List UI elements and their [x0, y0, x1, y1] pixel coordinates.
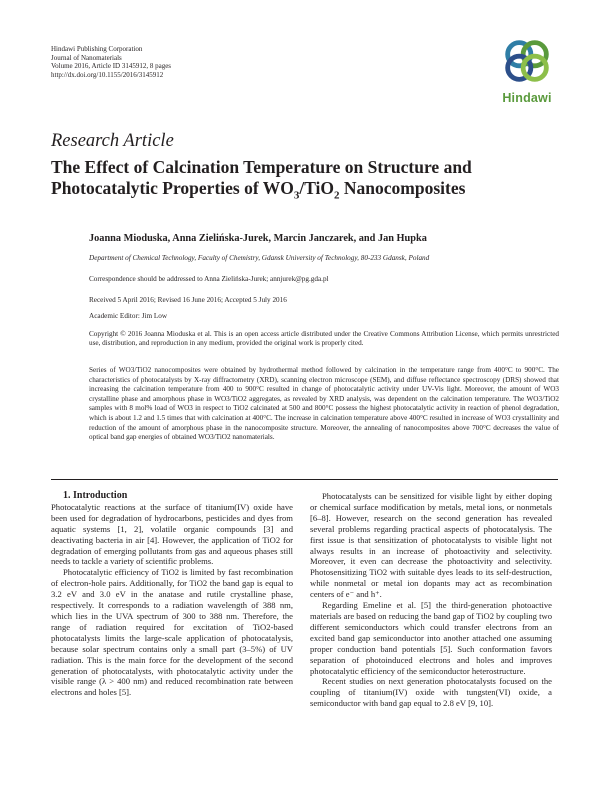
- paragraph: Photocatalysts can be sensitized for visible light by either doping or chemical surface modification by metals, metal ions, or nonmetals [6–8]. However, research on the second generation has revealed several problems regarding practical aspects of photocatalysis. The first issue is that sensitization of photocatalysts to visible light not always results in an increase of photoactivity and selectivity. Moreover, it even can decrease the photoactivity and selectivity. Photosensitizing TiO2 with suitable dyes leads to its self-destruction, while nonmetal or metal ion dopants may act as recombination centers of e⁻ and h⁺.: [310, 491, 552, 600]
- article-type: Research Article: [51, 131, 174, 151]
- title-subscript-3: 3: [293, 189, 300, 202]
- publisher-name: Hindawi Publishing Corporation: [51, 45, 143, 53]
- hindawi-wordmark: Hindawi: [502, 91, 552, 105]
- article-title: [51, 157, 571, 207]
- title-end: Nanocomposites: [339, 178, 466, 198]
- hindawi-logo-icon: [498, 32, 556, 90]
- title-line-1: The Effect of Calcination Temperature on Structure and: [51, 157, 472, 177]
- academic-editor: Academic Editor: Jim Low: [89, 312, 168, 320]
- right-column: [310, 491, 552, 709]
- journal-name: Journal of Nanomaterials: [51, 53, 122, 62]
- section-heading: 1. Introduction: [63, 490, 128, 501]
- section-divider: [51, 479, 558, 480]
- hindawi-logo: [488, 32, 566, 107]
- affiliation: Department of Chemical Technology, Faculty of Chemistry, Gdansk University of Technology, 80-233 Gdansk, Poland: [89, 254, 430, 262]
- abstract: Series of WO3/TiO2 nanocomposites were obtained by hydrothermal method followed by calcination in the temperature range from 400°C to 900°C. The characteristics of photocatalysts by X-ray diffractometry (XRD), scanning electron microscope (SEM), and diffuse reflectance spectroscopy (DRS) showed that increasing the calcination temperature from 400 to 900°C resulted in change of photocatalytic activity under UV-Vis light. Moreover, the amount of WO3 crystalline phase and amorphous phase in WO3/TiO2 aggregates, as revealed by XRD analysis, was dependent on the calcination temperature. The WO3/TiO2 samples with 8 mol% load of WO3 in respect to TiO2 calcinated at 500 and 800°C possess the highest photocatalytic activity in reaction of phenol degradation, which is about 1.2 and 1.5 times that with calcination at 400°C. The increase in calcination temperature above 400°C resulted in increase of WO3 crystallinity and reduction of the amount of amorphous phase in the nanocomposite structure. Moreover, the annealing of nanocomposites above 700°C decreases the value of optical band gap energies of obtained WO3/TiO2 nanomaterials.: [89, 366, 559, 442]
- title-subscript-2: 2: [334, 189, 340, 202]
- paragraph: Regarding Emeline et al. [5] the third-generation photoactive materials are based on reducing the band gap of TiO2 by coupling two different semiconductors which could transfer electrons from an excited band gap semiconductor into another attached one assuming proper conduction band potentials [5]. Such conformation favors separation of photoinduced electrons and holes and improves photocatalytic efficiency of the semiconductor heterostructure.: [310, 600, 553, 676]
- copyright-notice: Copyright © 2016 Joanna Mioduska et al. This is an open access article distributed under the Creative Commons Attribution License, which permits unrestricted use, distribution, and reproduction in any medium, provided the original work is properly cited.: [89, 330, 559, 348]
- paragraph: Photocatalytic efficiency of TiO2 is limited by fast recombination of electron-hole pairs. Additionally, for TiO2 the band gap is equal to 3.2 eV and 3.0 eV in the anatase and rutile crystalline phase, respectively. It corresponds to a radiation wavelength of 388 nm, which lies in the UVA spectrum of 300 to 388 nm. Therefore, the range of radiation required for excitation of TiO2-based photocatalysts limits the large-scale application of photocatalysis, because solar spectrum contains only a small part (3–5%) of UV radiation. This is the main force for the development of the second generation of photocatalysts, with photocatalytic activity under the visible range (λ > 400 nm) and reduced recombination rate between electrons and holes [5].: [51, 567, 293, 698]
- paragraph: Recent studies on next generation photocatalysts focused on the coupling of titanium(IV) oxide with tungsten(VI) oxide, a semiconductor with band gap equal to 2.8 eV [9, 10].: [310, 676, 552, 709]
- title-line-2: Photocatalytic Properties of WO: [51, 178, 294, 198]
- volume-info: Volume 2016, Article ID 3145912, 8 pages: [51, 62, 172, 71]
- doi-link[interactable]: http://dx.doi.org/10.1155/2016/3145912: [51, 70, 164, 79]
- journal-header: [51, 45, 171, 79]
- article-dates: Received 5 April 2016; Revised 16 June 2016; Accepted 5 July 2016: [89, 296, 287, 304]
- paragraph: Photocatalytic reactions at the surface of titanium(IV) oxide have been used for degradation of hydrocarbons, pesticides and dyes from aquatic systems [1, 2], volatile organic compounds [3] and deactivating bacteria in air [4]. However, the application of TiO2 for degradation of emerging pollutants from gas and aqueous phases still needs to tackle a variety of scientific problems.: [51, 501, 293, 567]
- author-list: Joanna Mioduska, Anna Zielińska-Jurek, Marcin Janczarek, and Jan Hupka: [89, 233, 427, 244]
- left-column: [51, 491, 293, 698]
- title-slash: /TiO: [299, 178, 335, 198]
- correspondence: Correspondence should be addressed to Anna Zielińska-Jurek; annjurek@pg.gda.pl: [89, 275, 329, 283]
